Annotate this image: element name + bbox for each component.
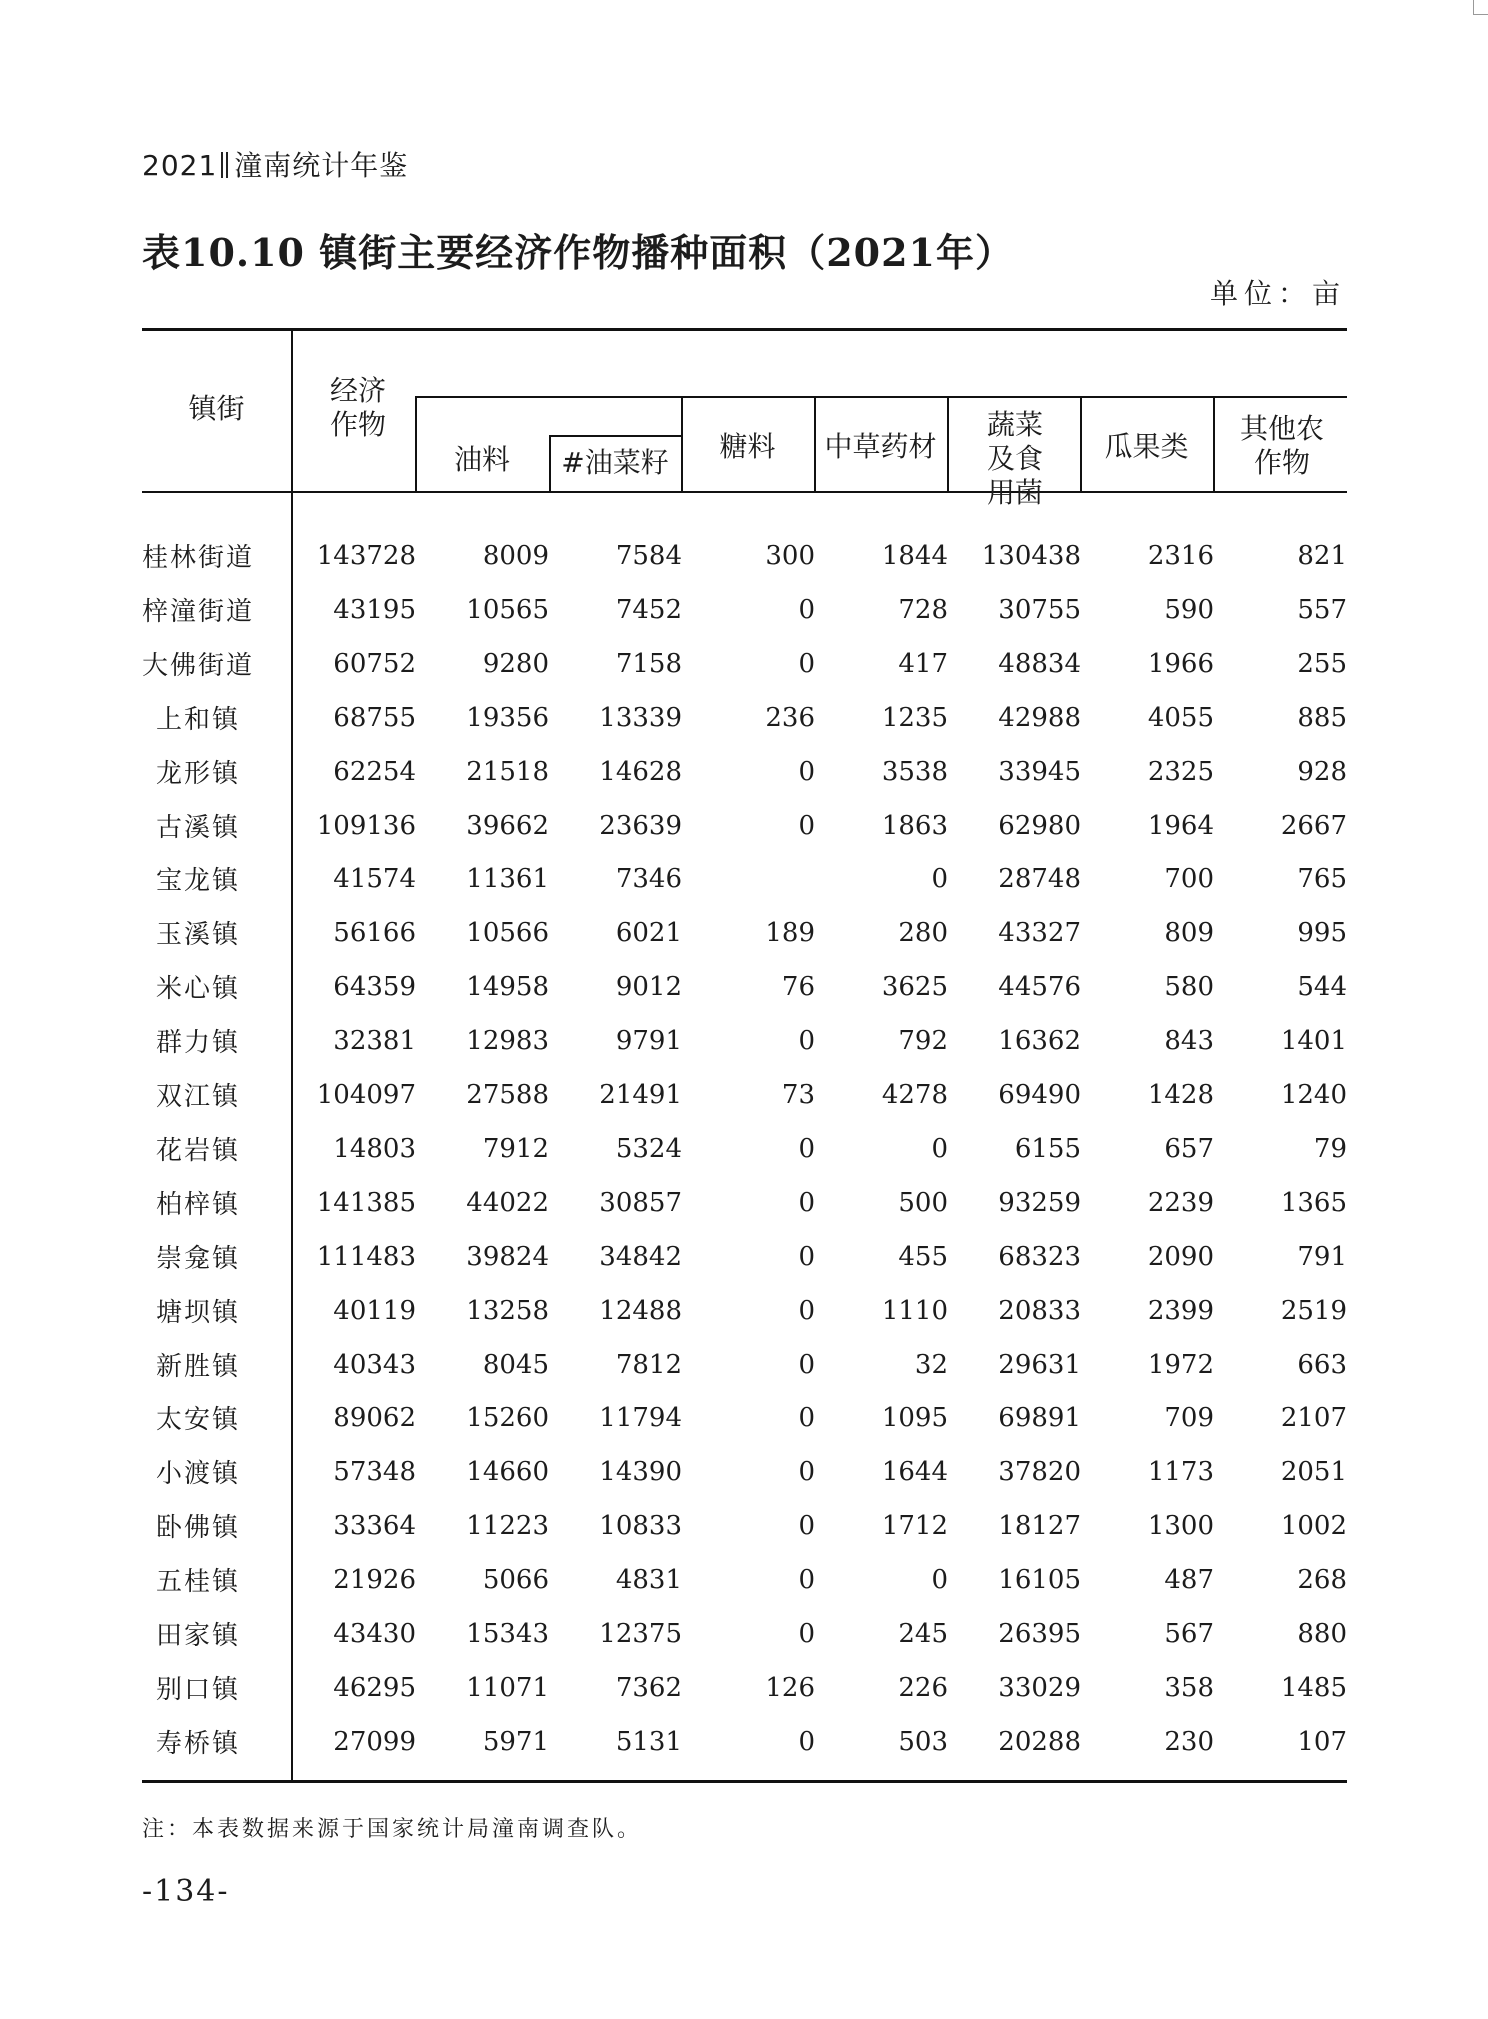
cell-veg: 33029 [998,1672,1081,1703]
cell-veg: 18127 [998,1511,1081,1542]
cell-sugar: 0 [798,1295,815,1326]
cell-herb: 1110 [881,1295,948,1326]
cell-oil: 5066 [482,1565,549,1596]
cell-sugar: 189 [765,918,815,949]
cell-herb: 1863 [881,810,948,841]
row-town-name: 梓潼街道 [142,596,255,627]
header-divider [947,396,949,493]
cell-melon: 590 [1164,594,1214,625]
cell-oil: 19356 [466,702,549,733]
cell-veg: 26395 [998,1619,1081,1649]
cell-total: 43195 [333,594,416,625]
row-town-name: 宝龙镇 [156,866,241,897]
row-town-name: 太安镇 [156,1405,241,1436]
cell-sugar: 0 [798,594,815,625]
cell-veg: 30755 [998,594,1081,625]
col-header-rapeseed: #油菜籽 [561,446,669,479]
cell-veg: 69490 [998,1080,1081,1110]
cell-sugar: 0 [798,1457,815,1488]
cell-rapeseed: 7362 [615,1672,682,1703]
table-row [142,1012,1347,1066]
cell-herb: 1844 [881,541,948,571]
row-town-name: 米心镇 [156,974,241,1005]
cell-herb: 1712 [881,1511,948,1542]
cell-rapeseed: 5324 [615,1133,682,1164]
row-town-name: 龙形镇 [156,758,241,789]
table-row [142,1551,1347,1605]
cell-herb: 32 [914,1349,948,1380]
cell-oil: 21518 [466,756,549,787]
cell-rapeseed: 7158 [615,648,682,679]
cell-herb: 3538 [881,756,948,787]
cell-oil: 5971 [482,1726,549,1757]
cell-oil: 13258 [466,1295,549,1326]
cell-melon: 1964 [1147,810,1214,841]
cell-oil: 11361 [466,864,549,895]
page-corner-mark [1473,0,1488,15]
cell-veg: 16105 [998,1565,1081,1596]
cell-total: 57348 [333,1457,416,1488]
cell-sugar: 0 [798,1726,815,1757]
cell-veg: 29631 [998,1349,1081,1380]
cell-herb: 1095 [881,1403,948,1434]
table-row [142,527,1347,581]
cell-total: 111483 [316,1241,416,1272]
cell-melon: 487 [1164,1565,1214,1596]
col-header-town: 镇街 [188,392,245,425]
table-title: 表10.10 镇街主要经济作物播种面积（2021年） [142,230,1014,275]
cell-sugar: 300 [765,541,815,571]
cell-rapeseed: 7584 [615,541,682,571]
table-row [142,635,1347,689]
cell-melon: 4055 [1147,702,1214,733]
cell-sugar: 0 [798,1511,815,1542]
table-row [142,689,1347,743]
cell-herb: 1235 [881,702,948,733]
table-top-rule [142,328,1347,331]
cell-melon: 1966 [1147,648,1214,679]
cell-total: 60752 [333,648,416,679]
cell-other: 791 [1297,1241,1347,1272]
table-row [142,1443,1347,1497]
cell-herb: 0 [931,1565,948,1596]
cell-other: 557 [1297,594,1347,625]
col-header-herb: 中草药材 [824,430,937,463]
cell-other: 2051 [1280,1457,1347,1488]
table-row [142,1282,1347,1336]
cell-melon: 700 [1164,864,1214,895]
cell-sugar: 0 [798,1026,815,1057]
cell-sugar: 73 [781,1080,815,1110]
cell-sugar: 0 [798,648,815,679]
cell-other: 880 [1297,1619,1347,1649]
table-row [142,1336,1347,1390]
cell-oil: 15260 [466,1403,549,1434]
cell-rapeseed: 4831 [615,1565,682,1596]
cell-other: 2667 [1280,810,1347,841]
cell-herb: 4278 [881,1080,948,1110]
cell-rapeseed: 14628 [599,756,682,787]
cell-sugar: 76 [781,972,815,1003]
cell-rapeseed: 23639 [599,810,682,841]
cell-melon: 709 [1164,1403,1214,1434]
cell-other: 79 [1313,1133,1347,1164]
cell-herb: 3625 [881,972,948,1003]
col-header-melon: 瓜果类 [1104,430,1189,463]
cell-herb: 503 [898,1726,948,1757]
cell-veg: 20288 [998,1726,1081,1757]
cell-oil: 11071 [466,1672,549,1703]
cell-melon: 2090 [1147,1241,1214,1272]
cell-melon: 657 [1164,1133,1214,1164]
cell-total: 62254 [333,756,416,787]
row-town-name: 五桂镇 [156,1567,241,1598]
book-year: 2021 [142,149,218,182]
cell-total: 27099 [333,1726,416,1757]
cell-total: 143728 [316,541,416,571]
cell-oil: 10566 [466,918,549,949]
cell-rapeseed: 12488 [599,1295,682,1326]
cell-other: 885 [1297,702,1347,733]
table-row [142,1120,1347,1174]
cell-veg: 93259 [998,1187,1081,1218]
table-row [142,1497,1347,1551]
row-town-name: 新胜镇 [156,1351,241,1382]
header-rapeseed-rule [549,435,681,437]
cell-herb: 728 [898,594,948,625]
cell-melon: 2316 [1147,541,1214,571]
cell-oil: 14660 [466,1457,549,1488]
cell-veg: 62980 [998,810,1081,841]
cell-total: 40343 [333,1349,416,1380]
cell-veg: 43327 [998,918,1081,949]
row-town-name: 玉溪镇 [156,920,241,951]
row-town-name: 塘坝镇 [156,1297,241,1328]
cell-veg: 42988 [998,702,1081,733]
cell-total: 14803 [333,1133,416,1164]
header-subgroup-rule [415,396,1347,398]
table-row [142,1659,1347,1713]
cell-rapeseed: 7452 [615,594,682,625]
running-header [142,144,408,184]
col-header-sugar: 糖料 [719,430,776,463]
cell-oil: 15343 [466,1619,549,1649]
cell-herb: 0 [931,864,948,895]
cell-rapeseed: 5131 [615,1726,682,1757]
cell-other: 1485 [1280,1672,1347,1703]
cell-other: 1002 [1280,1511,1347,1542]
cell-total: 40119 [333,1295,416,1326]
book-title: 潼南统计年鉴 [234,149,409,182]
page-number: -134- [142,1874,230,1909]
col-header-oil: 油料 [453,443,510,476]
cell-melon: 2239 [1147,1187,1214,1218]
cell-sugar: 126 [765,1672,815,1703]
header-bottom-rule [142,491,1347,493]
row-town-name: 上和镇 [156,704,241,735]
row-town-name: 小渡镇 [156,1459,241,1490]
cell-sugar: 0 [798,1241,815,1272]
cell-herb: 226 [898,1672,948,1703]
cell-rapeseed: 6021 [615,918,682,949]
table-row [142,850,1347,904]
cell-total: 141385 [316,1187,416,1218]
row-town-name: 寿桥镇 [156,1728,241,1759]
row-town-name: 双江镇 [156,1082,241,1112]
table-row [142,1389,1347,1443]
cell-melon: 230 [1164,1726,1214,1757]
cell-other: 1365 [1280,1187,1347,1218]
table-row [142,1228,1347,1282]
cell-sugar: 0 [798,756,815,787]
table-row [142,581,1347,635]
cell-melon: 843 [1164,1026,1214,1057]
cell-veg: 33945 [998,756,1081,787]
cell-herb: 500 [898,1187,948,1218]
cell-total: 21926 [333,1565,416,1596]
cell-sugar: 0 [798,1403,815,1434]
cell-total: 109136 [316,810,416,841]
cell-rapeseed: 14390 [599,1457,682,1488]
cell-herb: 245 [898,1619,948,1649]
cell-melon: 1972 [1147,1349,1214,1380]
cell-other: 107 [1297,1726,1347,1757]
cell-other: 544 [1297,972,1347,1003]
cell-herb: 1644 [881,1457,948,1488]
table-row [142,1174,1347,1228]
cell-herb: 455 [898,1241,948,1272]
table-row [142,958,1347,1012]
cell-oil: 27588 [466,1080,549,1110]
cell-veg: 48834 [998,648,1081,679]
col-header-other: 其他农作物 [1240,412,1325,479]
row-town-name: 花岩镇 [156,1135,241,1166]
cell-veg: 130438 [981,541,1081,571]
cell-other: 1401 [1280,1026,1347,1057]
row-town-name: 桂林街道 [142,543,255,573]
cell-veg: 68323 [998,1241,1081,1272]
cell-sugar: 236 [765,702,815,733]
cell-total: 68755 [333,702,416,733]
row-town-name: 别口镇 [156,1674,241,1705]
cell-oil: 8009 [482,541,549,571]
cell-veg: 28748 [998,864,1081,895]
cell-melon: 809 [1164,918,1214,949]
row-town-name: 田家镇 [156,1621,241,1651]
cell-melon: 1173 [1147,1457,1214,1488]
cell-veg: 37820 [998,1457,1081,1488]
cell-oil: 39824 [466,1241,549,1272]
row-town-name: 群力镇 [156,1028,241,1059]
cell-rapeseed: 9012 [615,972,682,1003]
cell-total: 64359 [333,972,416,1003]
cell-melon: 1300 [1147,1511,1214,1542]
header-divider [1213,396,1215,493]
col-header-total: 经济作物 [329,374,386,441]
cell-total: 41574 [333,864,416,895]
cell-veg: 44576 [998,972,1081,1003]
cell-oil: 7912 [482,1133,549,1164]
cell-other: 2107 [1280,1403,1347,1434]
cell-total: 32381 [333,1026,416,1057]
cell-herb: 417 [898,648,948,679]
cell-rapeseed: 12375 [599,1619,682,1649]
cell-total: 89062 [333,1403,416,1434]
row-town-name: 古溪镇 [156,812,241,843]
table-row [142,1066,1347,1120]
col-header-veg: 蔬菜及食用菌 [986,408,1043,509]
table-row [142,1713,1347,1767]
cell-oil: 39662 [466,810,549,841]
unit-label: 单位：亩 [1209,277,1346,310]
table-row [142,797,1347,851]
cell-total: 33364 [333,1511,416,1542]
cell-other: 268 [1297,1565,1347,1596]
row-town-name: 崇龛镇 [156,1243,241,1274]
row-town-name: 大佛街道 [142,650,255,681]
cell-sugar: 0 [798,1187,815,1218]
cell-herb: 0 [931,1133,948,1164]
cell-herb: 280 [898,918,948,949]
cell-melon: 567 [1164,1619,1214,1649]
row-town-name: 柏梓镇 [156,1189,241,1220]
cell-sugar: 0 [798,1133,815,1164]
cell-oil: 10565 [466,594,549,625]
table-note: 注：本表数据来源于国家统计局潼南调查队。 [142,1817,643,1842]
cell-melon: 1428 [1147,1080,1214,1110]
cell-rapeseed: 7812 [615,1349,682,1380]
header-separator [221,152,228,178]
cell-oil: 14958 [466,972,549,1003]
cell-oil: 12983 [466,1026,549,1057]
cell-melon: 580 [1164,972,1214,1003]
cell-other: 821 [1297,541,1347,571]
cell-rapeseed: 30857 [599,1187,682,1218]
cell-rapeseed: 9791 [615,1026,682,1057]
cell-rapeseed: 34842 [599,1241,682,1272]
table-row [142,904,1347,958]
cell-herb: 792 [898,1026,948,1057]
cell-other: 663 [1297,1349,1347,1380]
cell-rapeseed: 7346 [615,864,682,895]
table-row [142,743,1347,797]
cell-oil: 44022 [466,1187,549,1218]
cell-sugar: 0 [798,1619,815,1649]
cell-oil: 8045 [482,1349,549,1380]
table-row [142,1605,1347,1659]
cell-melon: 2325 [1147,756,1214,787]
cell-other: 255 [1297,648,1347,679]
row-town-name: 卧佛镇 [156,1513,241,1544]
cell-rapeseed: 21491 [599,1080,682,1110]
cell-rapeseed: 11794 [599,1403,682,1434]
cell-oil: 11223 [466,1511,549,1542]
cell-total: 43430 [333,1619,416,1649]
cell-other: 2519 [1280,1295,1347,1326]
cell-other: 1240 [1280,1080,1347,1110]
cell-rapeseed: 13339 [599,702,682,733]
cell-total: 104097 [316,1080,416,1110]
cell-sugar: 0 [798,1565,815,1596]
cell-veg: 16362 [998,1026,1081,1057]
cell-total: 46295 [333,1672,416,1703]
cell-veg: 20833 [998,1295,1081,1326]
cell-other: 928 [1297,756,1347,787]
cell-other: 995 [1297,918,1347,949]
cell-sugar: 0 [798,1349,815,1380]
cell-rapeseed: 10833 [599,1511,682,1542]
cell-oil: 9280 [482,648,549,679]
stub-column-divider [291,330,293,493]
cell-other: 765 [1297,864,1347,895]
cell-veg: 6155 [1014,1133,1081,1164]
cell-sugar: 0 [798,810,815,841]
table-bottom-rule [142,1780,1347,1783]
cell-melon: 358 [1164,1672,1214,1703]
cell-total: 56166 [333,918,416,949]
cell-veg: 69891 [998,1403,1081,1434]
cell-melon: 2399 [1147,1295,1214,1326]
